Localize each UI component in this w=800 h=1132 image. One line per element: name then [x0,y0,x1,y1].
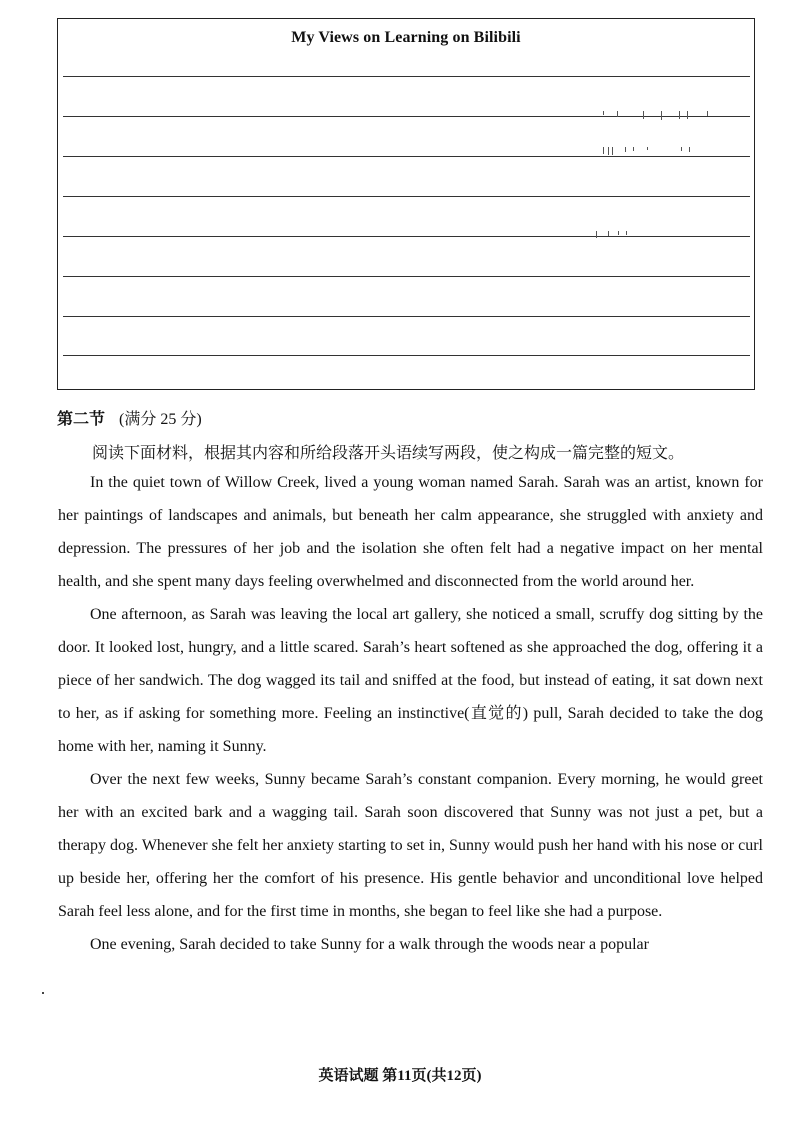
scan-artifact [42,992,44,994]
passage-paragraph: One evening, Sarah decided to take Sunny for a walk through the woods near a popular [90,936,649,953]
section-score: (满分 25 分) [119,411,202,428]
section-heading [57,406,202,429]
page-footer: 英语试题 第11页(共12页) [318,1068,482,1084]
writing-line [63,76,750,77]
writing-box-title: My Views on Learning on Bilibili [291,29,521,46]
writing-line [63,276,750,277]
passage [58,466,763,961]
writing-line [63,196,750,197]
scan-artifact [603,111,713,121]
writing-line [63,316,750,317]
scan-artifact [603,147,703,157]
writing-line [63,355,750,356]
writing-box [57,18,755,390]
instructions-text: 阅读下面材料，根据其内容和所给段落开头语续写两段，使之构成一篇完整的短文。 [92,445,685,462]
section-title: 第二节 [57,411,106,428]
passage-paragraph: Over the next few weeks, Sunny became Sarah’s constant companion. Every morning, he would greet her with an excited bark and a wagging tail. Sarah soon discovered that Sunny was not just a pet, but a therapy dog. Whenever she felt her anxiety starting to set in, Sunny would push her hand with his nose or curl up beside her, offering her the comfort of his presence. His gentle behavior and unconditional love helped Sarah feel less alone, and for the first time in months, she began to feel like she had a purpose. [58,771,763,920]
writing-line [63,236,750,237]
passage-paragraph: In the quiet town of Willow Creek, lived a young woman named Sarah. Sarah was an artist, known for her paintings of landscapes and animals, but beneath her calm appearance, she struggled with anxiety and depression. The pressures of her job and the isolation she often felt had a negative impact on her mental health, and she spent many days feeling overwhelmed and disconnected from the world around her. [58,474,763,590]
passage-paragraph: One afternoon, as Sarah was leaving the local art gallery, she noticed a small, scruffy dog sitting by the door. It looked lost, hungry, and a little scared. Sarah’s heart softened as she approached the dog, offering it a piece of her sandwich. The dog wagged its tail and sniffed at the food, but instead of eating, it sat down next to her, as if asking for something more. Feeling an instinctive(直觉的) pull, Sarah decided to take the dog home with her, naming it Sunny. [58,606,763,755]
scan-artifact [596,231,636,241]
